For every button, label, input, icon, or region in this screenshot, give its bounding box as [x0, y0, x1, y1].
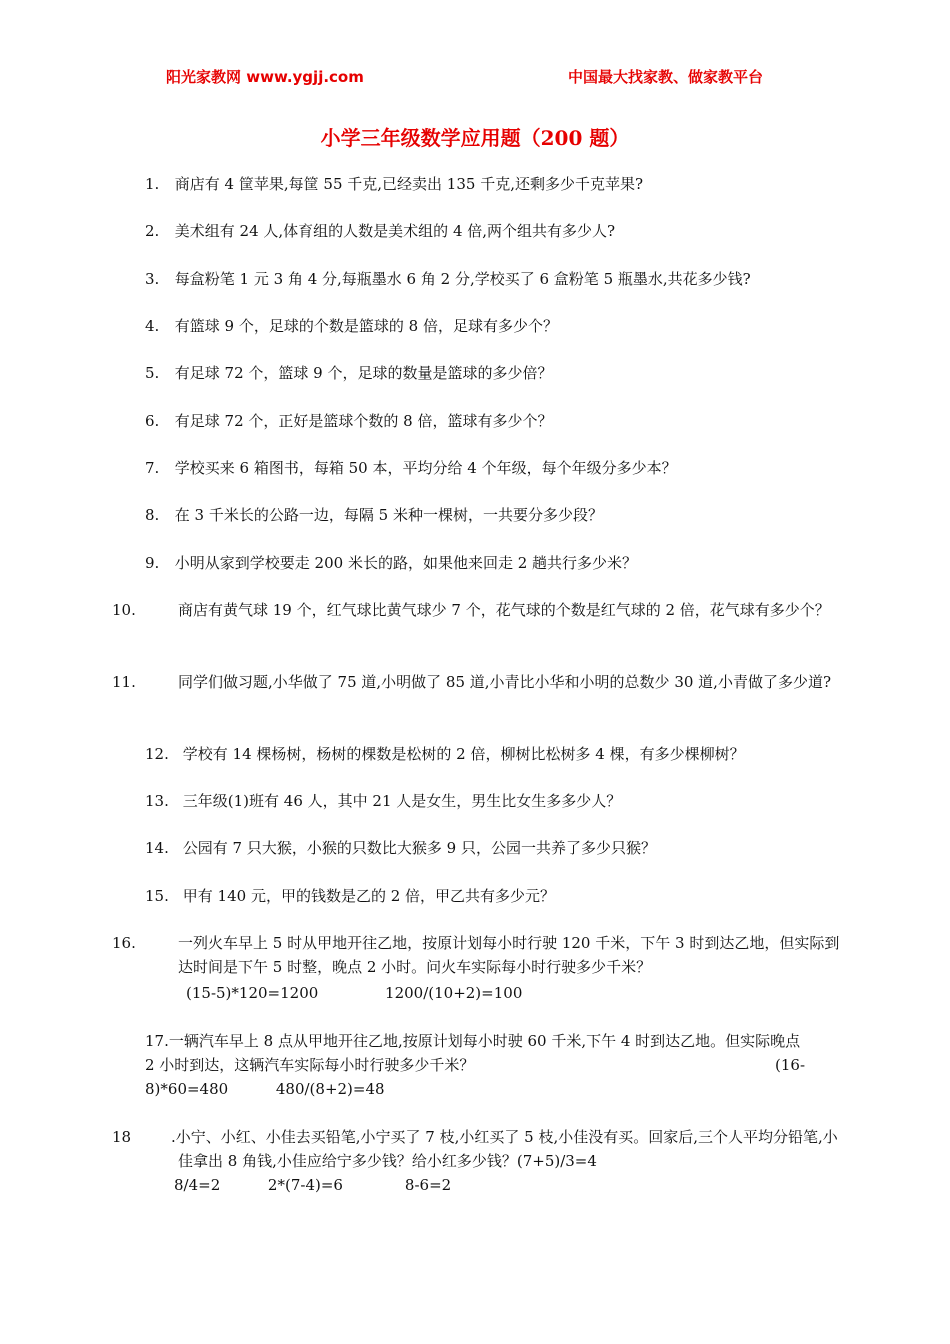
question-16: 16. 一列火车早上 5 时从甲地开往乙地，按原计划每小时行驶 120 千米，下午 3 时到达乙地，但实际到达时间是下午 5 时整，晚点 2 小时。问火车实际每小时行驶多少千米？ — [112, 934, 840, 976]
question-17-solution-start: (16- — [775, 1056, 806, 1074]
question-16-solution: (15-5)*120=1200 1200/(10+2)=100 — [186, 984, 523, 1002]
question-7: 7. 学校买来 6 箱图书，每箱 50 本，平均分给 4 个年级，每个年级分多少本？ — [145, 459, 677, 477]
question-17-solution: 8)*60=480 480/(8+2)=48 — [145, 1080, 385, 1098]
question-3: 3. 每盒粉笔 1 元 3 角 4 分,每瓶墨水 6 角 2 分,学校买了 6 盒粉笔 5 瓶墨水,共花多少钱? — [145, 270, 751, 288]
question-9: 9. 小明从家到学校要走 200 米长的路，如果他来回走 2 趟共行多少米？ — [145, 554, 638, 572]
question-18: 18 .小宁、小红、小佳去买铅笔,小宁买了 7 枝,小红买了 5 枝,小佳没有买。回家后,三个人平均分铅笔,小佳拿出 8 角钱,小佳应给宁多少钱？给小红多少钱？(7+5)/3=4 — [112, 1128, 838, 1170]
question-14: 14. 公园有 7 只大猴，小猴的只数比大猴多 9 只，公园一共养了多少只猴？ — [145, 839, 656, 857]
question-6: 6. 有足球 72 个，正好是篮球个数的 8 倍，篮球有多少个？ — [145, 412, 553, 430]
question-18-solution: 8/4=2 2*(7-4)=6 8-6=2 — [174, 1176, 452, 1194]
question-8: 8. 在 3 千米长的公路一边，每隔 5 米种一棵树，一共要分多少段？ — [145, 506, 603, 524]
question-1: 1. 商店有 4 筐苹果,每筐 55 千克,已经卖出 135 千克,还剩多少千克苹果? — [145, 175, 643, 193]
question-13: 13. 三年级(1)班有 46 人，其中 21 人是女生，男生比女生多多少人？ — [145, 792, 622, 810]
question-10: 10. 商店有黄气球 19 个，红气球比黄气球少 7 个，花气球的个数是红气球的 2 倍，花气球有多少个？ — [112, 601, 830, 619]
question-2: 2. 美术组有 24 人,体育组的人数是美术组的 4 倍,两个组共有多少人? — [145, 222, 616, 240]
page-title: 小学三年级数学应用题（200 题） — [320, 126, 630, 150]
question-15: 15. 甲有 140 元，甲的钱数是乙的 2 倍，甲乙共有多少元？ — [145, 887, 556, 905]
question-17: 17.一辆汽车早上 8 点从甲地开往乙地,按原计划每小时驶 60 千米,下午 4 时到达乙地。但实际晚点 2 小时到达，这辆汽车实际每小时行驶多少千米？ — [145, 1032, 801, 1074]
header-site-name: 阳光家教网 www.ygjj.com — [166, 68, 364, 86]
question-11: 11. 同学们做习题,小华做了 75 道,小明做了 85 道,小青比小华和小明的总数少 30 道,小青做了多少道? — [112, 673, 831, 691]
header-slogan: 中国最大找家教、做家教平台 — [568, 68, 764, 86]
question-12: 12. 学校有 14 棵杨树，杨树的棵数是松树的 2 倍，柳树比松树多 4 棵，有多少棵柳树？ — [145, 745, 745, 763]
question-4: 4. 有篮球 9 个，足球的个数是篮球的 8 倍，足球有多少个？ — [145, 317, 558, 335]
question-5: 5. 有足球 72 个，篮球 9 个，足球的数量是篮球的多少倍？ — [145, 364, 553, 382]
